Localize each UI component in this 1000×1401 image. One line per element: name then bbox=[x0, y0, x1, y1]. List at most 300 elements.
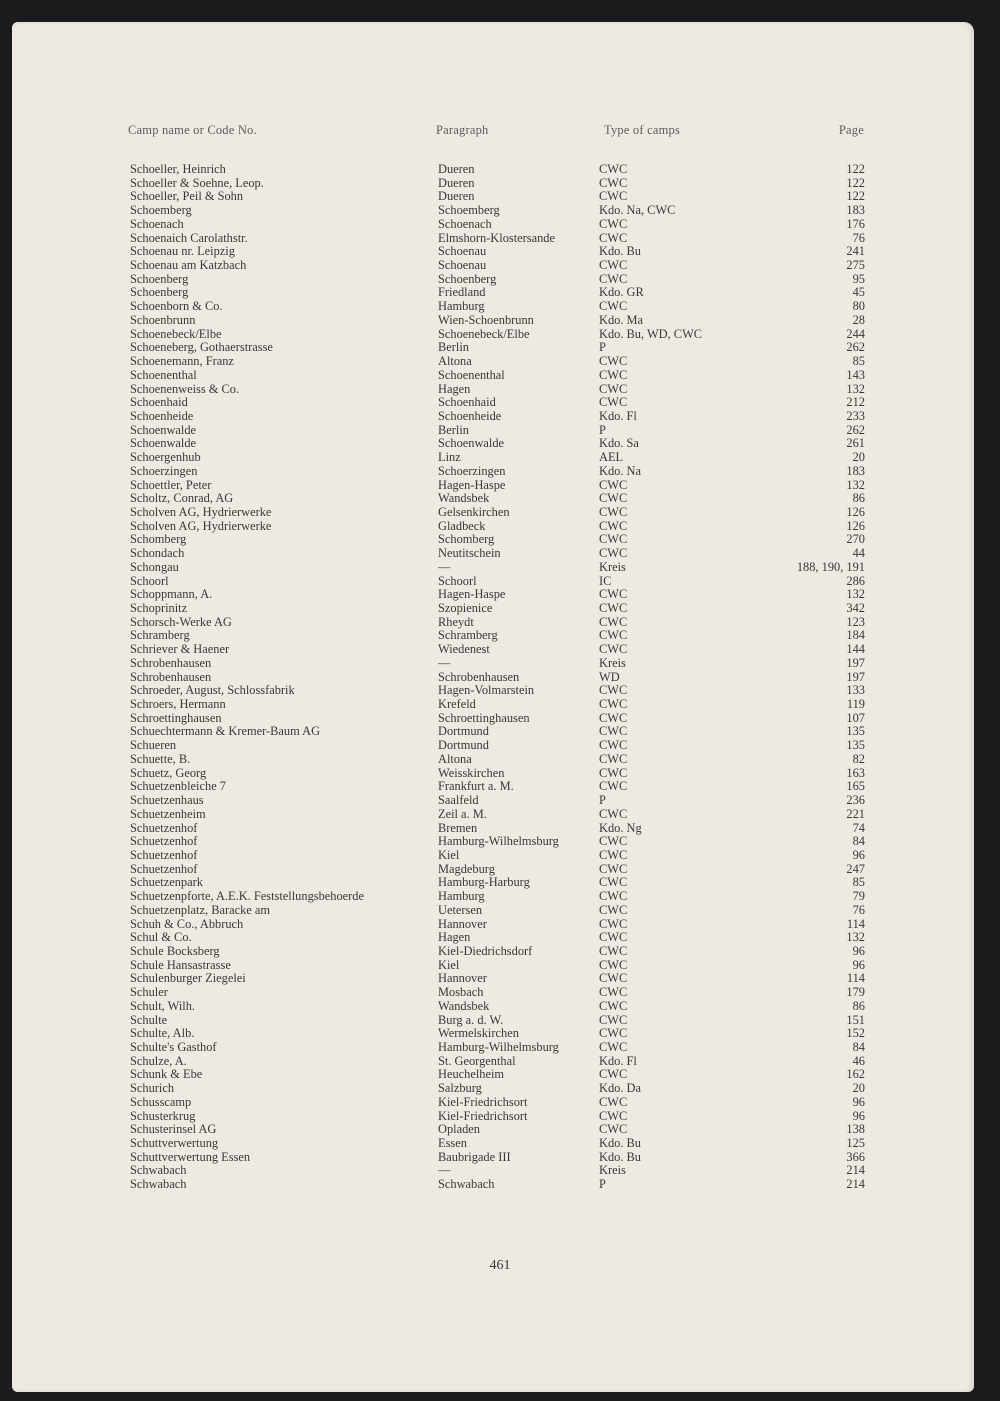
camp-name-cell: Schulte's Gasthof bbox=[130, 1040, 217, 1054]
table-row bbox=[0, 959, 1000, 973]
camp-type-cell: Kdo. Sa bbox=[599, 436, 639, 451]
page-ref-cell: 126 bbox=[846, 518, 865, 533]
paragraph-cell: Wermelskirchen bbox=[438, 1026, 519, 1041]
table-row bbox=[0, 1055, 1000, 1069]
table-row bbox=[0, 300, 1000, 314]
page-ref-cell: 76 bbox=[852, 902, 865, 917]
table-row bbox=[0, 794, 1000, 808]
camp-name-cell: Schongau bbox=[130, 559, 179, 574]
camp-name-cell: Schueren bbox=[130, 738, 177, 753]
table-row bbox=[0, 410, 1000, 424]
page-ref-cell: 122 bbox=[846, 175, 865, 190]
camp-type-cell: Kdo. Bu bbox=[599, 244, 641, 259]
page-ref-cell: 96 bbox=[852, 847, 865, 862]
camp-name-cell: Schomberg bbox=[130, 532, 187, 547]
camp-type-cell: CWC bbox=[599, 162, 628, 176]
camp-type-cell: CWC bbox=[599, 930, 628, 945]
camp-type-cell: Kreis bbox=[599, 1163, 626, 1178]
camp-name-cell: Schoenwalde bbox=[130, 436, 197, 451]
camp-type-cell: Kdo. Da bbox=[599, 1081, 641, 1096]
camp-type-cell: P bbox=[599, 340, 606, 355]
page-ref-cell: 241 bbox=[846, 244, 865, 259]
page-ref-cell: 262 bbox=[846, 340, 865, 355]
paragraph-cell: Schoerzingen bbox=[438, 463, 506, 478]
paragraph-cell: Neutitschein bbox=[438, 546, 501, 561]
paragraph-cell: Opladen bbox=[438, 1122, 480, 1137]
paragraph-cell: Heuchelheim bbox=[438, 1067, 505, 1082]
paragraph-cell: Schoenwalde bbox=[438, 436, 505, 451]
table-row bbox=[0, 753, 1000, 767]
camp-type-cell: CWC bbox=[599, 1026, 628, 1041]
page-number: 461 bbox=[489, 1258, 511, 1273]
table-row bbox=[0, 533, 1000, 547]
paragraph-cell: Dortmund bbox=[438, 724, 489, 739]
table-row bbox=[0, 986, 1000, 1000]
paragraph-cell: Hamburg-Harburg bbox=[438, 875, 530, 890]
page-ref-cell: 132 bbox=[846, 477, 865, 492]
camp-name-cell: Schunk & Ebe bbox=[130, 1067, 203, 1082]
table-row bbox=[0, 1082, 1000, 1096]
camp-name-cell: Schoenebeck/Elbe bbox=[130, 326, 222, 341]
paragraph-cell: Dortmund bbox=[438, 738, 489, 753]
paragraph-cell: Hagen bbox=[438, 930, 471, 945]
paragraph-cell: Altona bbox=[438, 354, 472, 369]
page-ref-cell: 84 bbox=[852, 1040, 865, 1054]
paragraph-cell: Schoenheide bbox=[438, 408, 502, 423]
camp-name-cell: Schrobenhausen bbox=[130, 655, 212, 670]
paragraph-cell: Schoenach bbox=[438, 216, 492, 231]
camp-type-cell: CWC bbox=[599, 834, 628, 849]
table-row bbox=[0, 876, 1000, 890]
table-row bbox=[0, 671, 1000, 685]
table-row bbox=[0, 355, 1000, 369]
paragraph-cell: Szopienice bbox=[438, 601, 493, 615]
paragraph-cell: St. Georgenthal bbox=[438, 1053, 516, 1068]
camp-name-cell: Scholven AG, Hydrierwerke bbox=[130, 518, 272, 533]
table-row bbox=[0, 739, 1000, 753]
table-row bbox=[0, 712, 1000, 726]
table-row bbox=[0, 890, 1000, 904]
table-row bbox=[0, 465, 1000, 479]
camp-name-cell: Scholven AG, Hydrierwerke bbox=[130, 504, 272, 519]
page-ref-cell: 233 bbox=[846, 408, 865, 423]
paragraph-cell: Schoenenthal bbox=[438, 367, 505, 382]
paragraph-cell: Saalfeld bbox=[438, 793, 479, 808]
camp-name-cell: Schroettinghausen bbox=[130, 710, 222, 725]
camp-type-cell: CWC bbox=[599, 299, 628, 314]
camp-name-cell: Schoprinitz bbox=[130, 601, 188, 615]
camp-type-cell: CWC bbox=[599, 532, 628, 547]
paragraph-cell: Dueren bbox=[438, 189, 475, 204]
table-row bbox=[0, 506, 1000, 520]
camp-name-cell: Schuetz, Georg bbox=[130, 765, 207, 780]
page-ref-cell: 183 bbox=[846, 203, 865, 218]
camp-name-cell: Schoeller & Soehne, Leop. bbox=[130, 175, 264, 190]
page-ref-cell: 270 bbox=[846, 532, 865, 547]
table-row bbox=[0, 849, 1000, 863]
camp-name-cell: Schuetzenhof bbox=[130, 834, 198, 849]
paragraph-cell: Hamburg bbox=[438, 889, 485, 904]
table-row bbox=[0, 904, 1000, 918]
paragraph-cell: Schoenberg bbox=[438, 271, 497, 286]
camp-type-cell: CWC bbox=[599, 806, 628, 821]
camp-name-cell: Schuetzenhof bbox=[130, 861, 198, 876]
camp-name-cell: Schusterinsel AG bbox=[130, 1122, 217, 1137]
camp-name-cell: Schule Bocksberg bbox=[130, 943, 220, 958]
table-row bbox=[0, 767, 1000, 781]
camp-type-cell: Kdo. Bu, WD, CWC bbox=[599, 326, 703, 341]
table-row bbox=[0, 561, 1000, 575]
table-row bbox=[0, 1151, 1000, 1165]
page-ref-cell: 179 bbox=[846, 985, 865, 1000]
paragraph-cell: Mosbach bbox=[438, 985, 484, 1000]
table-row bbox=[0, 972, 1000, 986]
camp-name-cell: Schusterkrug bbox=[130, 1108, 196, 1123]
camp-name-cell: Schoeller, Peil & Sohn bbox=[130, 189, 244, 204]
paragraph-cell: Bremen bbox=[438, 820, 478, 835]
table-row bbox=[0, 657, 1000, 671]
paragraph-cell: Schoemberg bbox=[438, 203, 500, 218]
table-row bbox=[0, 863, 1000, 877]
page-ref-cell: 261 bbox=[846, 436, 865, 451]
camp-name-cell: Schoenberg bbox=[130, 271, 189, 286]
camp-type-cell: Kdo. Fl bbox=[599, 1053, 637, 1068]
page-ref-cell: 96 bbox=[852, 957, 865, 972]
page-ref-cell: 176 bbox=[846, 216, 865, 231]
camp-name-cell: Schoerzingen bbox=[130, 463, 198, 478]
paragraph-cell: Altona bbox=[438, 751, 472, 766]
camp-name-cell: Schuler bbox=[130, 985, 168, 1000]
camp-name-cell: Schuetzenbleiche 7 bbox=[130, 779, 226, 794]
page-ref-cell: 125 bbox=[846, 1136, 865, 1151]
paragraph-cell: Essen bbox=[438, 1136, 467, 1151]
camp-type-cell: Kreis bbox=[599, 655, 626, 670]
camp-name-cell: Schuechtermann & Kremer-Baum AG bbox=[130, 724, 321, 739]
camp-type-cell: Kdo. Bu bbox=[599, 1136, 641, 1151]
paragraph-cell: Berlin bbox=[438, 340, 469, 355]
camp-name-cell: Schulze, A. bbox=[130, 1053, 187, 1068]
camp-type-cell: CWC bbox=[599, 367, 628, 382]
page-ref-cell: 96 bbox=[852, 943, 865, 958]
paragraph-cell: Linz bbox=[438, 450, 461, 465]
paragraph-cell: Baubrigade III bbox=[438, 1149, 511, 1164]
page-ref-cell: 236 bbox=[846, 793, 865, 808]
camp-type-cell: CWC bbox=[599, 916, 628, 931]
camp-type-cell: CWC bbox=[599, 271, 628, 286]
camp-name-cell: Schuetzenpark bbox=[130, 875, 203, 890]
page-ref-cell: 197 bbox=[846, 655, 865, 670]
camp-type-cell: CWC bbox=[599, 601, 628, 615]
paragraph-cell: Friedland bbox=[438, 285, 486, 300]
table-row bbox=[0, 1137, 1000, 1151]
table-row bbox=[0, 314, 1000, 328]
camp-name-cell: Schoeneberg, Gothaerstrasse bbox=[130, 340, 273, 355]
page-ref-cell: 79 bbox=[852, 889, 865, 904]
table-row bbox=[0, 808, 1000, 822]
camp-type-cell: CWC bbox=[599, 216, 628, 231]
paragraph-cell: Salzburg bbox=[438, 1081, 482, 1096]
page-ref-cell: 286 bbox=[846, 573, 865, 588]
table-row bbox=[0, 437, 1000, 451]
page-ref-cell: 96 bbox=[852, 1094, 865, 1109]
camp-type-cell: P bbox=[599, 422, 606, 437]
camp-type-cell: CWC bbox=[599, 1067, 628, 1082]
table-row bbox=[0, 835, 1000, 849]
table-row bbox=[0, 341, 1000, 355]
camp-type-cell: CWC bbox=[599, 230, 628, 245]
paragraph-cell: Schrobenhausen bbox=[438, 669, 520, 684]
camp-name-cell: Schoenach bbox=[130, 216, 184, 231]
table-row bbox=[0, 1110, 1000, 1124]
camp-name-cell: Schoenhaid bbox=[130, 395, 188, 410]
paragraph-cell: Schramberg bbox=[438, 628, 498, 643]
camp-name-cell: Schoeller, Heinrich bbox=[130, 162, 226, 176]
camp-name-cell: Schoenbrunn bbox=[130, 312, 196, 327]
camp-name-cell: Schoenheide bbox=[130, 408, 194, 423]
page-ref-cell: 197 bbox=[846, 669, 865, 684]
table-row bbox=[0, 286, 1000, 300]
page-ref-cell: 82 bbox=[852, 751, 865, 766]
page-ref-cell: 366 bbox=[846, 1149, 865, 1164]
camp-type-cell: CWC bbox=[599, 354, 628, 369]
page-ref-cell: 132 bbox=[846, 381, 865, 396]
page-ref-cell: 28 bbox=[852, 312, 865, 327]
table-row bbox=[0, 918, 1000, 932]
table-row bbox=[0, 492, 1000, 506]
table-row bbox=[0, 1041, 1000, 1055]
table-row bbox=[0, 259, 1000, 273]
camp-name-cell: Schurich bbox=[130, 1081, 175, 1096]
camp-type-cell: Kdo. Ma bbox=[599, 312, 644, 327]
table-row bbox=[0, 479, 1000, 493]
camp-type-cell: IC bbox=[599, 573, 612, 588]
paragraph-cell: Elmshorn-Klostersande bbox=[438, 230, 555, 245]
camp-name-cell: Schusscamp bbox=[130, 1094, 192, 1109]
camp-type-cell: CWC bbox=[599, 491, 628, 506]
camp-type-cell: CWC bbox=[599, 751, 628, 766]
paragraph-cell: Wien-Schoenbrunn bbox=[438, 312, 534, 327]
camp-type-cell: CWC bbox=[599, 902, 628, 917]
page-ref-cell: 135 bbox=[846, 724, 865, 739]
page-ref-cell: 76 bbox=[852, 230, 865, 245]
table-row bbox=[0, 383, 1000, 397]
table-row bbox=[0, 1164, 1000, 1178]
camp-type-cell: CWC bbox=[599, 971, 628, 986]
paragraph-cell: Schroettinghausen bbox=[438, 710, 530, 725]
paragraph-cell: Schoenhaid bbox=[438, 395, 496, 410]
camp-type-cell: WD bbox=[599, 669, 620, 684]
paragraph-cell: Burg a. d. W. bbox=[438, 1012, 504, 1027]
paragraph-cell: Gladbeck bbox=[438, 518, 486, 533]
paragraph-cell: Hamburg-Wilhelmsburg bbox=[438, 834, 559, 849]
table-row bbox=[0, 190, 1000, 204]
table-row bbox=[0, 643, 1000, 657]
camp-name-cell: Schuette, B. bbox=[130, 751, 191, 766]
page-ref-cell: 20 bbox=[852, 1081, 865, 1096]
table-row bbox=[0, 1027, 1000, 1041]
table-row bbox=[0, 822, 1000, 836]
table-row bbox=[0, 396, 1000, 410]
page-ref-cell: 262 bbox=[846, 422, 865, 437]
camp-name-cell: Schult, Wilh. bbox=[130, 998, 196, 1013]
camp-name-cell: Schoenberg bbox=[130, 285, 189, 300]
page-ref-cell: 183 bbox=[846, 463, 865, 478]
column-header-page: Page bbox=[838, 123, 864, 137]
camp-name-cell: Schoemberg bbox=[130, 203, 192, 218]
camp-name-cell: Schoorl bbox=[130, 573, 169, 588]
table-row bbox=[0, 245, 1000, 259]
paragraph-cell: Hagen-Volmarstein bbox=[438, 683, 535, 698]
paragraph-cell: Hagen bbox=[438, 381, 471, 396]
camp-name-cell: Schoergenhub bbox=[130, 450, 201, 465]
page-ref-cell: 86 bbox=[852, 491, 865, 506]
camp-type-cell: CWC bbox=[599, 779, 628, 794]
page-ref-cell: 163 bbox=[846, 765, 865, 780]
camp-name-cell: Schuttverwertung bbox=[130, 1136, 219, 1151]
paragraph-cell: Schoenau bbox=[438, 244, 487, 259]
page-ref-cell: 46 bbox=[852, 1053, 865, 1068]
paragraph-cell: Schomberg bbox=[438, 532, 495, 547]
page-ref-cell: 212 bbox=[846, 395, 865, 410]
camp-name-cell: Schuetzenhaus bbox=[130, 793, 204, 808]
camp-name-cell: Scholtz, Conrad, AG bbox=[130, 491, 234, 506]
page-ref-cell: 96 bbox=[852, 1108, 865, 1123]
camp-type-cell: CWC bbox=[599, 518, 628, 533]
page-ref-cell: 244 bbox=[846, 326, 865, 341]
camp-type-cell: CWC bbox=[599, 614, 628, 629]
camp-name-cell: Schuetzenhof bbox=[130, 847, 198, 862]
page-ref-cell: 123 bbox=[846, 614, 865, 629]
camp-type-cell: Kdo. Ng bbox=[599, 820, 642, 835]
camp-type-cell: CWC bbox=[599, 765, 628, 780]
paragraph-cell: Wiedenest bbox=[438, 642, 490, 657]
camp-name-cell: Schoenau nr. Leipzig bbox=[130, 244, 235, 259]
camp-name-cell: Schriever & Haener bbox=[130, 642, 230, 657]
table-row bbox=[0, 1178, 1000, 1192]
camp-type-cell: CWC bbox=[599, 998, 628, 1013]
page-ref-cell: 132 bbox=[846, 930, 865, 945]
paragraph-cell: Kiel bbox=[438, 847, 460, 862]
camp-name-cell: Schwabach bbox=[130, 1177, 187, 1192]
paragraph-cell: Dueren bbox=[438, 175, 475, 190]
camp-name-cell: Schulte bbox=[130, 1012, 168, 1027]
table-row bbox=[0, 232, 1000, 246]
camp-type-cell: CWC bbox=[599, 943, 628, 958]
page-ref-cell: 275 bbox=[846, 258, 865, 273]
table-row bbox=[0, 575, 1000, 589]
paragraph-cell: — bbox=[438, 559, 451, 574]
page-ref-cell: 214 bbox=[846, 1163, 865, 1178]
table-row bbox=[0, 588, 1000, 602]
paragraph-cell: Wandsbek bbox=[438, 998, 490, 1013]
page-ref-cell: 20 bbox=[852, 450, 865, 465]
paragraph-cell: Kiel-Friedrichsort bbox=[438, 1108, 528, 1123]
camp-name-cell: Schulte, Alb. bbox=[130, 1026, 195, 1041]
camp-type-cell: CWC bbox=[599, 724, 628, 739]
paragraph-cell: Hagen-Haspe bbox=[438, 587, 506, 602]
camp-name-cell: Schuetzenplatz, Baracke am bbox=[130, 902, 271, 917]
camp-name-cell: Schroeder, August, Schlossfabrik bbox=[130, 683, 295, 698]
camp-name-cell: Schuh & Co., Abbruch bbox=[130, 916, 244, 931]
camp-type-cell: CWC bbox=[599, 957, 628, 972]
page-ref-cell: 114 bbox=[846, 916, 865, 931]
paragraph-cell: Krefeld bbox=[438, 697, 476, 712]
page-ref-cell: 133 bbox=[846, 683, 865, 698]
page-ref-cell: 74 bbox=[852, 820, 865, 835]
paragraph-cell: Magdeburg bbox=[438, 861, 495, 876]
column-header-camp-name: Camp name or Code No. bbox=[128, 123, 257, 137]
table-row bbox=[0, 1014, 1000, 1028]
camp-type-cell: CWC bbox=[599, 189, 628, 204]
camp-type-cell: CWC bbox=[599, 477, 628, 492]
table-row bbox=[0, 616, 1000, 630]
page-ref-cell: 144 bbox=[846, 642, 865, 657]
table-row bbox=[0, 273, 1000, 287]
camp-name-cell: Schoenwalde bbox=[130, 422, 197, 437]
paragraph-cell: Schoenebeck/Elbe bbox=[438, 326, 530, 341]
camp-type-cell: CWC bbox=[599, 1040, 628, 1054]
table-row bbox=[0, 163, 1000, 177]
camp-type-cell: CWC bbox=[599, 683, 628, 698]
page-ref-cell: 138 bbox=[846, 1122, 865, 1137]
page-ref-cell: 122 bbox=[846, 162, 865, 176]
page-ref-cell: 85 bbox=[852, 875, 865, 890]
camp-type-cell: Kdo. Na, CWC bbox=[599, 203, 676, 218]
camp-name-cell: Schroers, Hermann bbox=[130, 697, 226, 712]
table-row bbox=[0, 1123, 1000, 1137]
camp-type-cell: P bbox=[599, 1177, 606, 1192]
camp-type-cell: CWC bbox=[599, 381, 628, 396]
table-row bbox=[0, 424, 1000, 438]
table-row bbox=[0, 328, 1000, 342]
camp-name-cell: Schulenburger Ziegelei bbox=[130, 971, 246, 986]
table-row bbox=[0, 218, 1000, 232]
camp-type-cell: AEL bbox=[599, 450, 624, 465]
camp-type-cell: CWC bbox=[599, 875, 628, 890]
page-ref-cell: 132 bbox=[846, 587, 865, 602]
page-ref-cell: 44 bbox=[852, 546, 865, 561]
table-row bbox=[0, 369, 1000, 383]
paragraph-cell: Dueren bbox=[438, 162, 475, 176]
paragraph-cell: Hamburg-Wilhelmsburg bbox=[438, 1040, 559, 1054]
camp-name-cell: Schuetzenheim bbox=[130, 806, 206, 821]
table-row bbox=[0, 945, 1000, 959]
paragraph-cell: — bbox=[438, 1163, 451, 1178]
camp-type-cell: Kdo. GR bbox=[599, 285, 644, 300]
page-ref-cell: 221 bbox=[846, 806, 865, 821]
camp-type-cell: CWC bbox=[599, 738, 628, 753]
table-row bbox=[0, 520, 1000, 534]
camp-name-cell: Schwabach bbox=[130, 1163, 187, 1178]
page-ref-cell: 86 bbox=[852, 998, 865, 1013]
table-row bbox=[0, 725, 1000, 739]
paragraph-cell: Uetersen bbox=[438, 902, 483, 917]
table-row bbox=[0, 1068, 1000, 1082]
page-ref-cell: 184 bbox=[846, 628, 865, 643]
camp-type-cell: CWC bbox=[599, 710, 628, 725]
table-row bbox=[0, 1000, 1000, 1014]
paragraph-cell: Hamburg bbox=[438, 299, 485, 314]
page-ref-cell: 152 bbox=[846, 1026, 865, 1041]
page-ref-cell: 85 bbox=[852, 354, 865, 369]
paragraph-cell: Berlin bbox=[438, 422, 469, 437]
paragraph-cell: Hannover bbox=[438, 916, 487, 931]
table-row bbox=[0, 547, 1000, 561]
camp-type-cell: Kdo. Na bbox=[599, 463, 641, 478]
camp-type-cell: CWC bbox=[599, 1094, 628, 1109]
table-row bbox=[0, 629, 1000, 643]
camp-type-cell: CWC bbox=[599, 395, 628, 410]
